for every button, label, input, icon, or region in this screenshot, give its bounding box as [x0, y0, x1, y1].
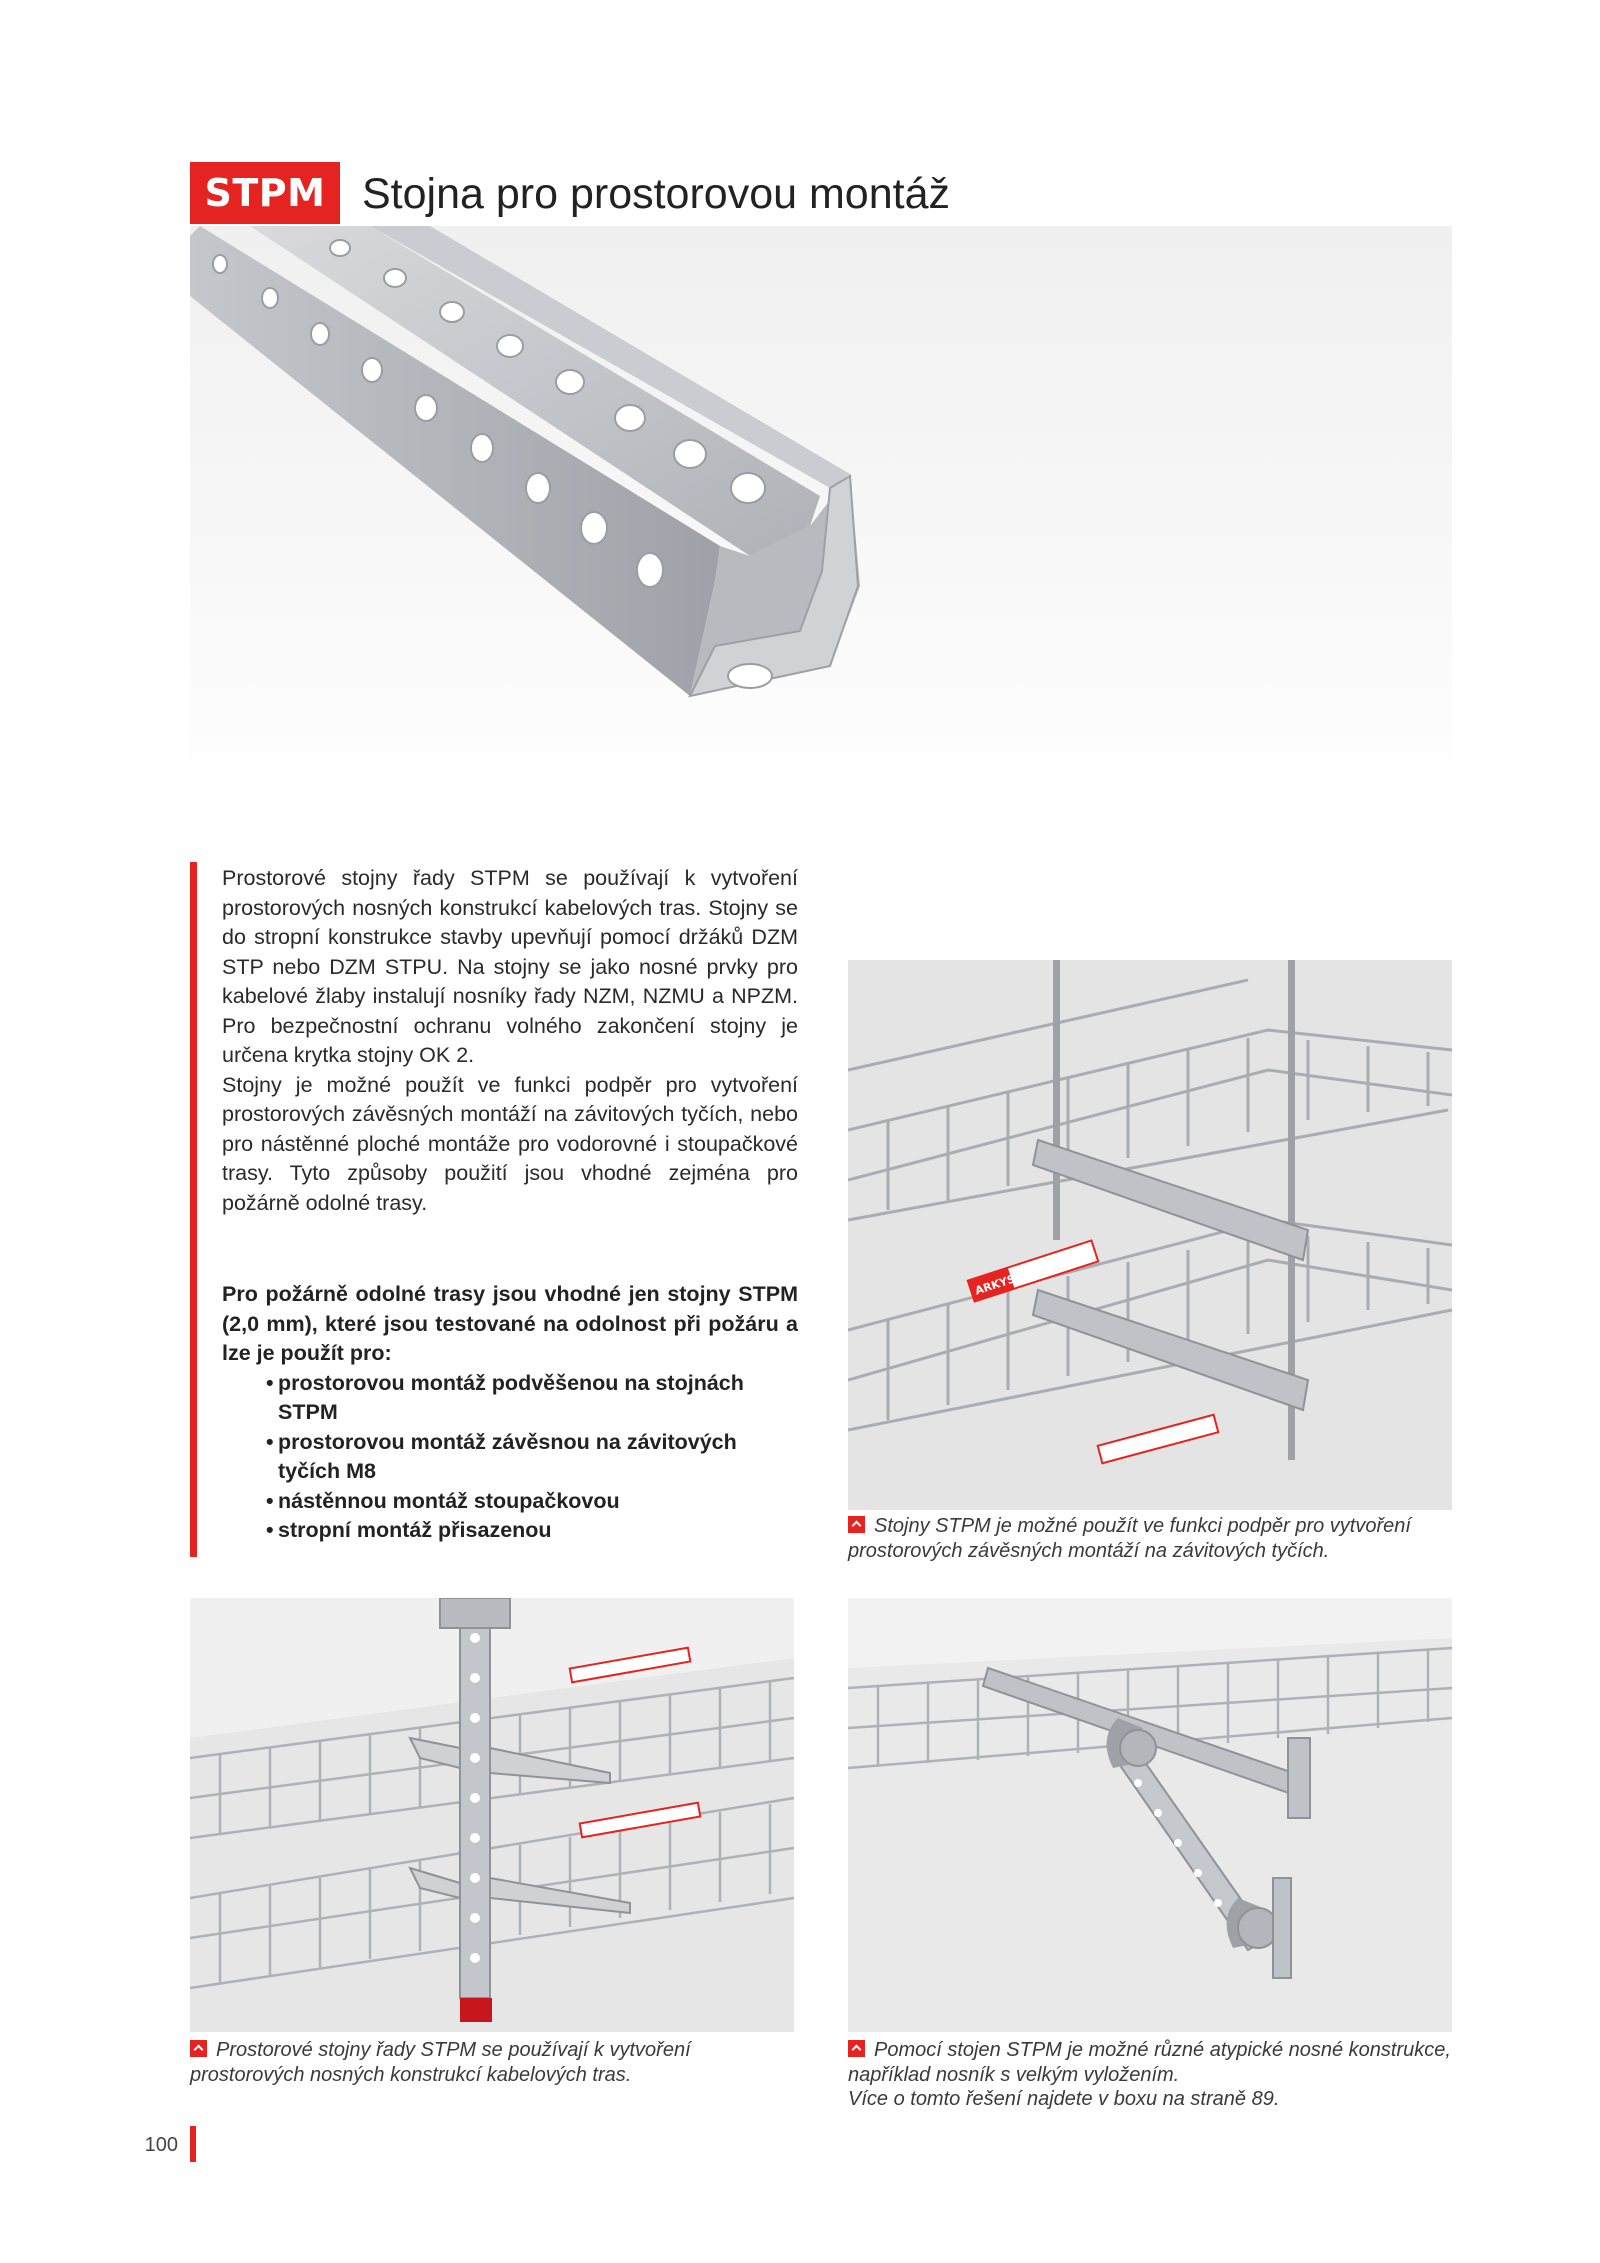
- list-item: • prostorovou montáž závěsnou na závitových tyčích M8: [266, 1428, 798, 1487]
- accent-bar: [190, 862, 197, 1557]
- fire-resistant-list: [222, 1369, 798, 1546]
- list-item: • nástěnnou montáž stoupačkovou: [266, 1487, 798, 1517]
- cantilever-structure-illustration: [848, 1598, 1452, 2032]
- caption-right-top: [848, 1514, 1452, 1563]
- suspended-mounting-illustration: [848, 960, 1452, 1510]
- page-number: 100: [144, 2134, 178, 2156]
- intro-paragraph: Prostorové stojny řady STPM se používají k vytvoření prostorových nosných konstrukcí kabelových tras. Stojny se do stropní konstrukce stavby upevňují pomocí držáků DZM STP nebo DZM STPU. Na stojny se jako nosné prvky pro kabelové žlaby instalují nosníky řady NZM, NZMU a NPZM. Pro bezpečnostní ochranu volného zakončení stojny je určena krytka stojny OK 2.: [222, 866, 798, 1067]
- caption-text: Prostorové stojny řady STPM se používají k vytvoření prostorových nosných konstrukcí kabelových tras.: [190, 2039, 691, 2086]
- photo-spatial-structure: [190, 1598, 794, 2032]
- strut-channel-illustration: [190, 226, 1452, 816]
- photo-cantilever-structure: [848, 1598, 1452, 2032]
- page-title: Stojna pro prostorovou montáž: [362, 170, 950, 218]
- chevron-up-icon: [848, 2040, 865, 2057]
- spatial-structure-illustration: [190, 1598, 794, 2032]
- chevron-up-icon: [190, 2040, 207, 2057]
- list-item: • prostorovou montáž podvěšenou na stojnách STPM: [266, 1369, 798, 1428]
- list-item: • stropní montáž přisazenou: [266, 1516, 798, 1546]
- product-label: ARKYS: [973, 1272, 1017, 1298]
- caption-text: Více o tomto řešení najdete v boxu na straně 89.: [848, 2088, 1280, 2110]
- caption-text: Pomocí stojen STPM je možné různé atypické nosné konstrukce, například nosník s velkým vyložením.: [848, 2039, 1451, 2086]
- fire-resistant-lead: Pro požárně odolné trasy jsou vhodné jen stojny STPM (2,0 mm), které jsou testované na odolnost při požáru a lze je použít pro:: [222, 1282, 798, 1365]
- caption-text: Stojny STPM je možné použít ve funkci podpěr pro vytvoření prostorových závěsných montáží na závitových tyčích.: [848, 1515, 1411, 1562]
- hero-product-image: [190, 226, 1452, 816]
- product-code-badge: STPM: [190, 162, 340, 224]
- caption-left-bottom: [190, 2038, 794, 2087]
- caption-right-bottom: [848, 2038, 1452, 2112]
- chevron-up-icon: [848, 1516, 865, 1533]
- intro-text: [222, 864, 798, 1218]
- photo-suspended-mounting: [848, 960, 1452, 1510]
- fire-resistant-section: [222, 1280, 798, 1546]
- intro-paragraph: Stojny je možné použít ve funkci podpěr pro vytvoření prostorových závěsných montáží na závitových tyčích, nebo pro nástěnné ploché montáže pro vodorovné i stoupačkové trasy. Tyto způsoby použití jsou vhodné zejména pro požárně odolné trasy.: [222, 1072, 798, 1215]
- page-number-bar: [190, 2126, 196, 2162]
